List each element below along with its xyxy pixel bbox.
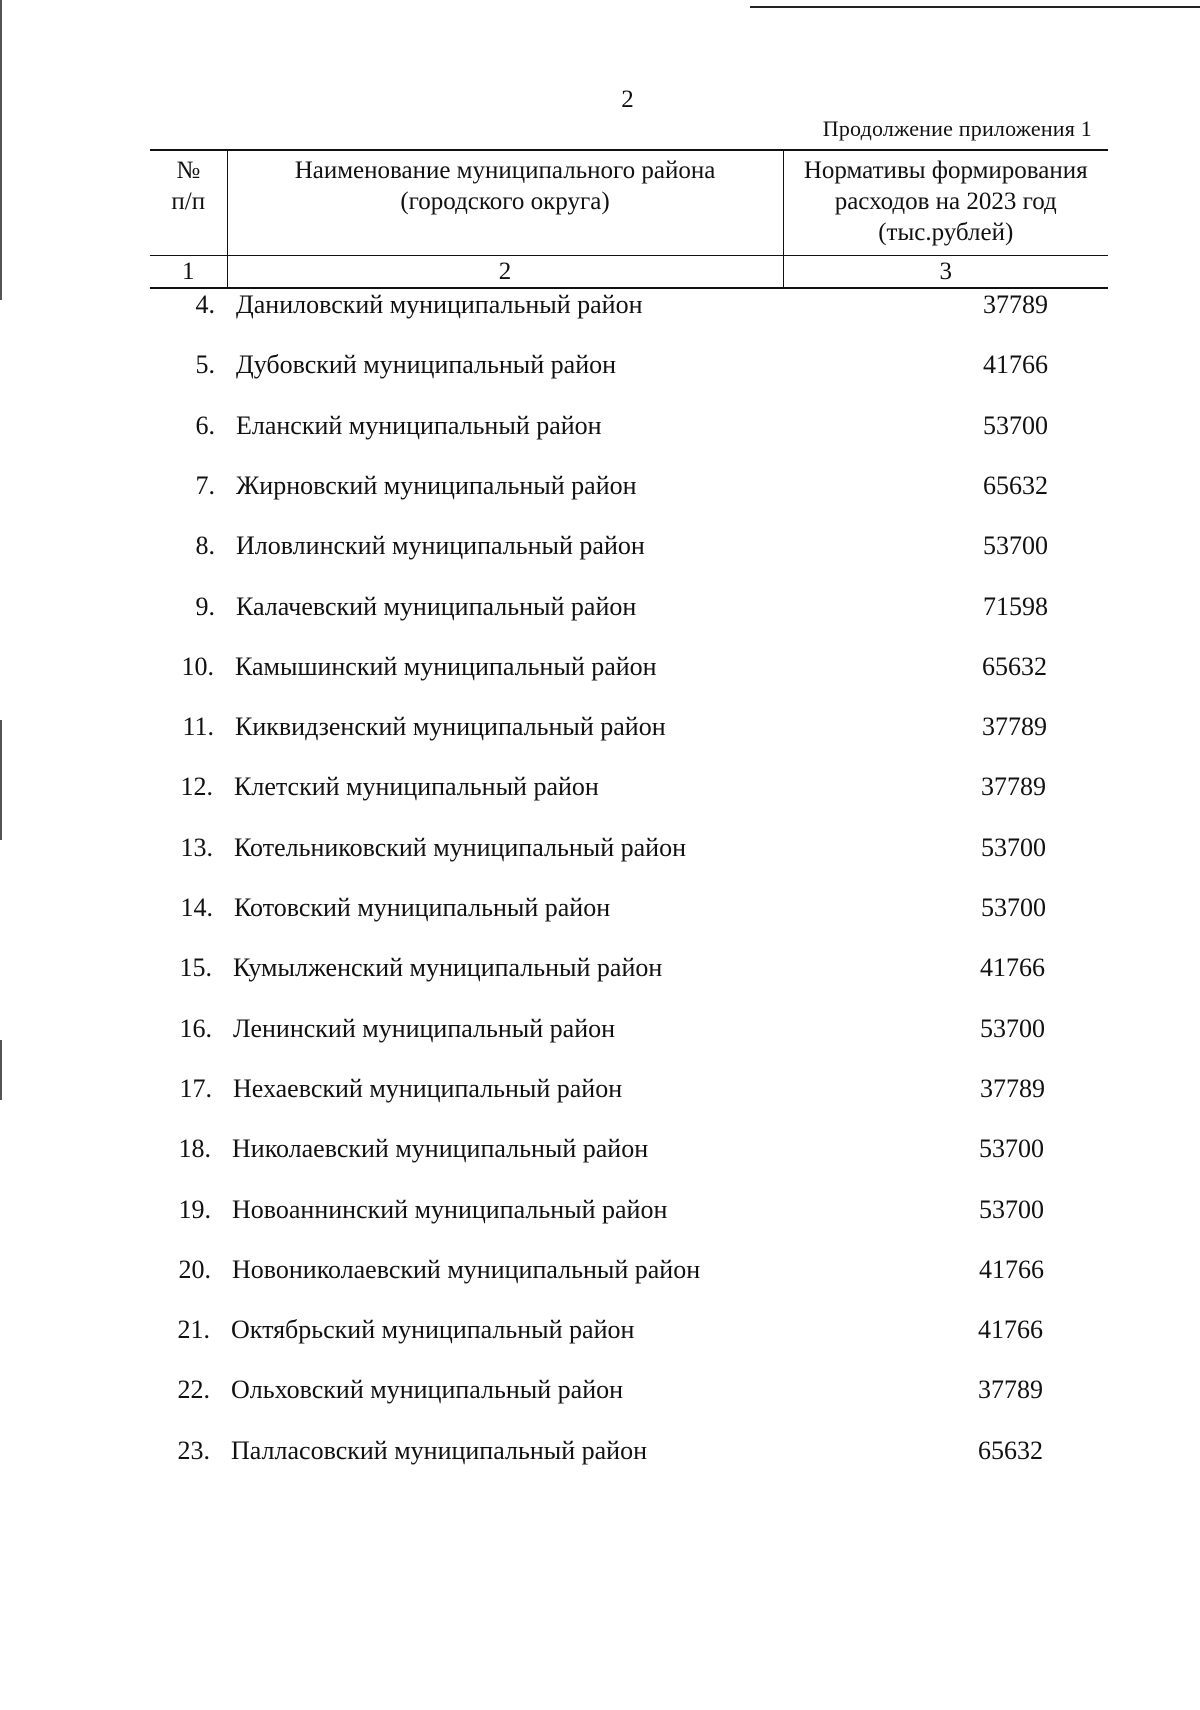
row-number: 5. [195, 350, 215, 380]
district-name: Кумылженский муниципальный район [233, 953, 663, 983]
column-number: 1 [150, 256, 227, 289]
table-header [150, 149, 1108, 289]
district-name: Калачевский муниципальный район [236, 591, 637, 621]
row-number: 12. [180, 772, 213, 802]
column-number: 3 [783, 256, 1108, 289]
district-name: Киквидзенский муниципальный район [235, 712, 666, 742]
row-number: 20. [178, 1254, 211, 1284]
row-number: 11. [182, 712, 214, 742]
norm-value: 53700 [980, 1013, 1045, 1043]
header-line: (городского округа) [400, 188, 610, 215]
norm-value: 53700 [981, 893, 1046, 922]
norm-value: 65632 [982, 651, 1047, 681]
district-name: Иловлинский муниципальный район [236, 531, 645, 561]
district-name: Нехаевский муниципальный район [233, 1073, 623, 1103]
norm-value: 37789 [978, 1375, 1043, 1405]
row-number: 17. [179, 1073, 212, 1103]
district-name: Ольховский муниципальный район [231, 1375, 624, 1405]
page-number: 2 [621, 86, 634, 113]
table-row [0, 345, 1200, 385]
row-number: 19. [178, 1194, 211, 1224]
table-row [0, 1009, 1200, 1049]
norm-value: 41766 [980, 953, 1045, 983]
table-row [0, 1431, 1200, 1471]
table-row [0, 767, 1200, 807]
row-number: 18. [178, 1134, 211, 1164]
district-name: Даниловский муниципальный район [236, 290, 643, 319]
table-row [0, 1370, 1200, 1410]
header-col-norms [783, 150, 1108, 256]
table-row [0, 1069, 1200, 1109]
table-row [0, 1250, 1200, 1290]
table-row [0, 888, 1200, 928]
row-number: 15. [179, 953, 212, 983]
row-number: 22. [177, 1375, 210, 1405]
header-line: Нормативы формирования [803, 157, 1088, 184]
row-number: 16. [179, 1013, 212, 1043]
norm-value: 41766 [983, 350, 1048, 380]
row-number: 10. [181, 651, 214, 681]
table-row [0, 406, 1200, 446]
row-number: 6. [195, 410, 215, 440]
header-col-name [227, 150, 783, 256]
district-name: Камышинский муниципальный район [235, 651, 657, 681]
table-row [0, 948, 1200, 988]
district-name: Дубовский муниципальный район [236, 350, 617, 380]
header-row [150, 150, 1108, 256]
column-number-row [150, 256, 1108, 289]
norm-value: 37789 [983, 290, 1048, 319]
table-row [0, 1310, 1200, 1350]
table-row [0, 526, 1200, 566]
district-name: Палласовский муниципальный район [231, 1435, 647, 1465]
header-line: Наименование муниципального района [294, 157, 716, 184]
norm-value: 53700 [983, 531, 1048, 561]
header-line: расходов на 2023 год [834, 188, 1057, 215]
district-name: Котельниковский муниципальный район [234, 832, 686, 862]
scan-border-line [750, 6, 1200, 8]
row-number: 8. [195, 531, 215, 561]
row-number: 21. [177, 1315, 210, 1345]
district-name: Николаевский муниципальный район [232, 1134, 649, 1164]
norm-value: 65632 [983, 470, 1048, 500]
norm-value: 71598 [983, 591, 1048, 621]
scan-edge-mark [0, 0, 2, 300]
table-row [0, 1190, 1200, 1230]
norm-value: 37789 [982, 712, 1047, 742]
norm-value: 53700 [979, 1194, 1044, 1224]
header-col-number [150, 150, 227, 256]
norm-value: 53700 [979, 1134, 1044, 1164]
row-number: 9. [195, 591, 215, 621]
district-name: Котовский муниципальный район [234, 893, 611, 922]
table-row [0, 466, 1200, 506]
header-line: (тыс.рублей) [878, 219, 1014, 246]
row-number: 14. [180, 893, 213, 922]
table-row [0, 828, 1200, 868]
norm-value: 37789 [980, 1073, 1045, 1103]
norm-value: 65632 [978, 1435, 1043, 1465]
norm-value: 53700 [983, 410, 1048, 440]
header-line: № [176, 157, 201, 184]
column-number: 2 [227, 256, 783, 289]
district-name: Новоаннинский муниципальный район [232, 1194, 668, 1224]
table-row [0, 285, 1200, 325]
row-number: 4. [195, 290, 215, 319]
norm-value: 37789 [981, 772, 1046, 802]
row-number: 13. [180, 832, 213, 862]
header-line: п/п [171, 188, 206, 215]
norm-value: 41766 [979, 1254, 1044, 1284]
table-row [0, 587, 1200, 627]
district-name: Октябрьский муниципальный район [231, 1315, 635, 1345]
district-name: Жирновский муниципальный район [236, 470, 637, 500]
norm-value: 53700 [981, 832, 1046, 862]
district-name: Еланский муниципальный район [236, 410, 602, 440]
district-name: Новониколаевский муниципальный район [232, 1254, 701, 1284]
district-name: Ленинский муниципальный район [233, 1013, 616, 1043]
table-row [0, 1129, 1200, 1169]
district-name: Клетский муниципальный район [234, 772, 599, 802]
table-row [0, 647, 1200, 687]
continuation-note: Продолжение приложения 1 [822, 116, 1092, 141]
table-row [0, 707, 1200, 747]
row-number: 7. [195, 470, 215, 500]
norm-value: 41766 [978, 1315, 1043, 1345]
row-number: 23. [177, 1435, 210, 1465]
